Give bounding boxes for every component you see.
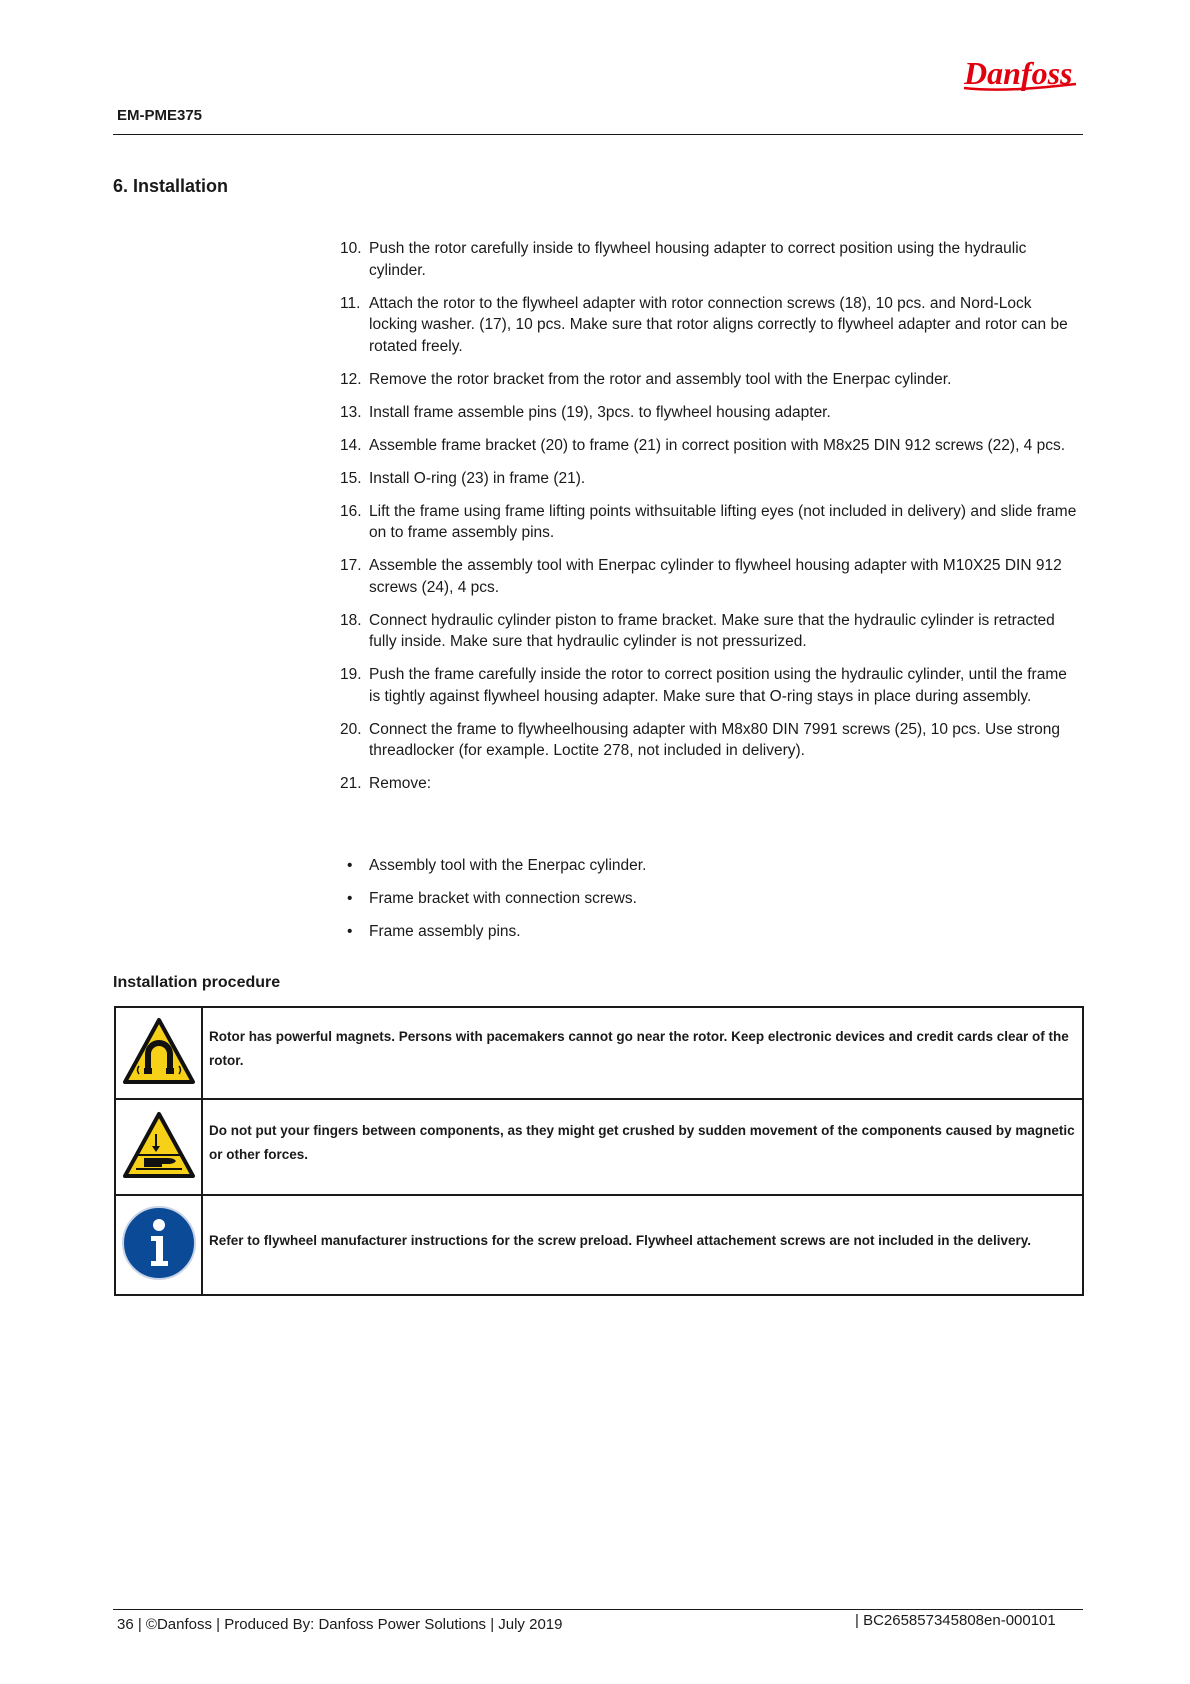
safety-notes-table — [114, 1006, 1084, 1296]
note-row — [115, 1099, 1083, 1195]
bullet-item: • Frame bracket with connection screws. — [347, 890, 637, 907]
installation-steps — [340, 238, 1080, 806]
step-item: 15. Install O-ring (23) in frame (21). — [340, 469, 586, 487]
header-divider — [113, 134, 1083, 135]
footer-doc-number: | BC265857345808en-000101 — [855, 1612, 1056, 1629]
note-text: Refer to flywheel manufacturer instructions for the screw preload. Flywheel attachement screws are not included in the delivery. — [209, 1233, 1031, 1248]
bullet-item: • Frame assembly pins. — [347, 923, 521, 940]
danfoss-logo — [960, 50, 1080, 94]
note-row — [115, 1007, 1083, 1099]
step-item: 19. Push the frame carefully inside the rotor to correct position using the hydraulic cylinder, until the frame is tightly against flywheel housing adapter. Make sure that O-ring stays in place during assembly. — [340, 666, 1067, 705]
magnet-warning-icon — [122, 1016, 196, 1086]
procedure-title: Installation procedure — [113, 974, 281, 991]
step-item: 21. Remove: — [340, 775, 432, 792]
svg-text:Danfoss: Danfoss — [964, 55, 1073, 91]
note-text: Rotor has powerful magnets. Persons with pacemakers cannot go near the rotor. Keep electronic devices and credit cards clear of the rotor. — [209, 1029, 1069, 1068]
footer-divider — [113, 1609, 1083, 1610]
document-code: EM-PME375 — [117, 107, 203, 124]
remove-list — [340, 855, 1080, 954]
info-icon — [121, 1205, 197, 1281]
step-item: 14. Assemble frame bracket (20) to frame (21) in correct position with M8x25 DIN 912 screws (22), 4 pcs. — [340, 436, 1066, 454]
step-item: 10. Push the rotor carefully inside to flywheel housing adapter to correct position using the hydraulic cylinder. — [340, 240, 1027, 279]
crush-hand-warning-icon — [122, 1110, 196, 1180]
note-row — [115, 1195, 1083, 1295]
step-item: 20. Connect the frame to flywheelhousing adapter with M8x80 DIN 7991 screws (25), 10 pcs. Use strong threadlocker (for example. Loctite 278, not included in delivery). — [340, 720, 1060, 759]
bullet-item: • Assembly tool with the Enerpac cylinder. — [347, 857, 647, 874]
note-text: Do not put your fingers between components, as they might get crushed by sudden movement of the components caused by magnetic or other forces. — [209, 1123, 1075, 1162]
step-item: 18. Connect hydraulic cylinder piston to frame bracket. Make sure that the hydraulic cylinder is retracted fully inside. Make sure that hydraulic cylinder is not pressurized. — [340, 611, 1055, 650]
step-item: 16. Lift the frame using frame lifting points withsuitable lifting eyes (not included in delivery) and slide frame on to frame assembly pins. — [340, 502, 1077, 541]
step-item: 12. Remove the rotor bracket from the rotor and assembly tool with the Enerpac cylinder. — [340, 370, 952, 388]
step-item: 13. Install frame assemble pins (19), 3pcs. to flywheel housing adapter. — [340, 403, 831, 421]
step-item: 11. Attach the rotor to the flywheel adapter with rotor connection screws (18), 10 pcs. and Nord-Lock locking washer. (17), 10 pcs. Make sure that rotor aligns correctly to flywheel adapter and rotor can be rotated freely. — [340, 294, 1068, 355]
section-title: 6. Installation — [113, 176, 229, 196]
footer-info: 36 | ©Danfoss | Produced By: Danfoss Power Solutions | July 2019 — [117, 1616, 563, 1633]
step-item: 17. Assemble the assembly tool with Enerpac cylinder to flywheel housing adapter with M10X25 DIN 912 screws (24), 4 pcs. — [340, 557, 1062, 596]
